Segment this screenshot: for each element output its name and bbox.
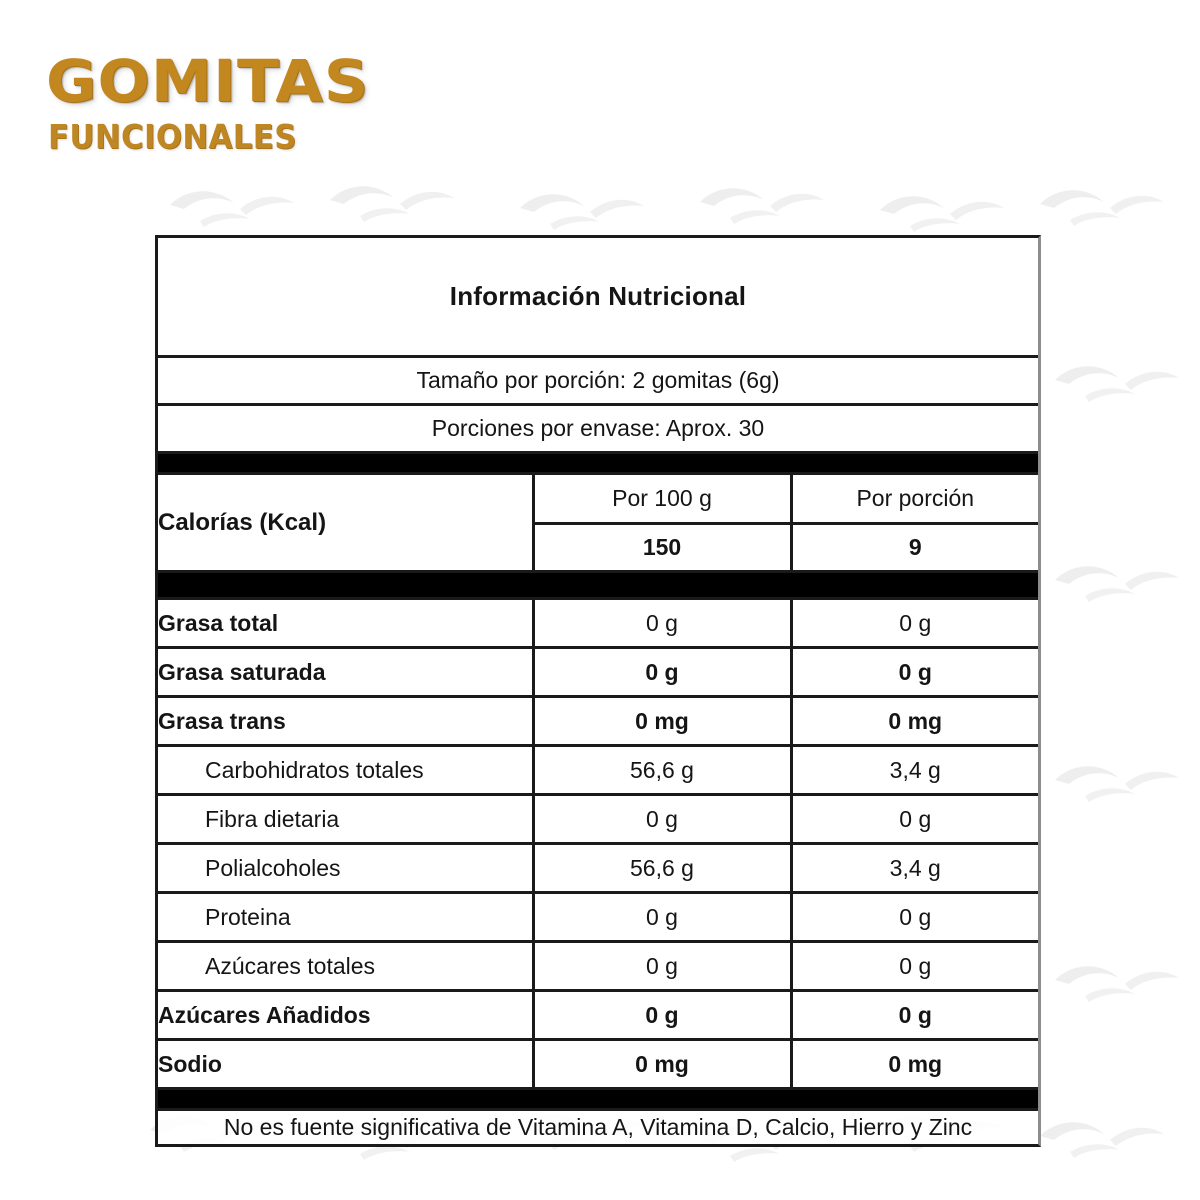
black-bar	[158, 1089, 1038, 1110]
nutrient-label: Azúcares Añadidos	[158, 991, 533, 1040]
separator-bar-top	[158, 453, 1038, 474]
calories-label: Calorías (Kcal)	[158, 474, 533, 572]
table-row	[158, 844, 1038, 893]
nutrient-value-per-serving: 0 mg	[791, 697, 1038, 746]
nutrition-facts-table	[158, 238, 1038, 1144]
column-header-per-100g: Por 100 g	[533, 474, 791, 524]
nutrient-value-per-serving: 0 g	[791, 648, 1038, 697]
table-row	[158, 795, 1038, 844]
nutrient-label: Polialcoholes	[158, 844, 533, 893]
nutrient-value-per-serving: 0 g	[791, 795, 1038, 844]
calories-per-serving: 9	[791, 524, 1038, 572]
table-row	[158, 648, 1038, 697]
nutrient-value-per-100g: 0 g	[533, 648, 791, 697]
brand-subtitle: FUNCIONALES	[48, 117, 297, 156]
nutrient-label: Proteina	[158, 893, 533, 942]
nutrient-label: Carbohidratos totales	[158, 746, 533, 795]
nutrient-label: Grasa trans	[158, 697, 533, 746]
table-row	[158, 746, 1038, 795]
brand-logo	[46, 47, 370, 156]
nutrient-label: Azúcares totales	[158, 942, 533, 991]
servings-per-container-text: Porciones por envase: Aprox. 30	[158, 405, 1038, 453]
column-header-per-serving: Por porción	[791, 474, 1038, 524]
table-row	[158, 991, 1038, 1040]
nutrient-value-per-serving: 3,4 g	[791, 746, 1038, 795]
nutrient-value-per-100g: 0 g	[533, 893, 791, 942]
nutrient-value-per-serving: 3,4 g	[791, 844, 1038, 893]
nutrient-value-per-100g: 0 g	[533, 991, 791, 1040]
table-row	[158, 697, 1038, 746]
nutrient-value-per-serving: 0 g	[791, 893, 1038, 942]
nutrient-value-per-100g: 0 mg	[533, 697, 791, 746]
nutrient-value-per-100g: 0 g	[533, 795, 791, 844]
servings-per-container-row	[158, 405, 1038, 453]
nutrient-value-per-100g: 56,6 g	[533, 844, 791, 893]
serving-size-row	[158, 357, 1038, 405]
calories-per-100g: 150	[533, 524, 791, 572]
table-row	[158, 942, 1038, 991]
nutrient-value-per-100g: 0 g	[533, 599, 791, 648]
nutrient-value-per-100g: 0 mg	[533, 1040, 791, 1089]
nutrient-value-per-serving: 0 g	[791, 991, 1038, 1040]
nutrient-label: Grasa total	[158, 599, 533, 648]
nutrient-value-per-100g: 0 g	[533, 942, 791, 991]
nutrient-value-per-serving: 0 g	[791, 599, 1038, 648]
column-header-row	[158, 474, 1038, 524]
nutrition-facts-panel	[155, 235, 1041, 1147]
table-row	[158, 599, 1038, 648]
separator-bar-mid	[158, 572, 1038, 599]
nutrient-value-per-100g: 56,6 g	[533, 746, 791, 795]
serving-size-text: Tamaño por porción: 2 gomitas (6g)	[158, 357, 1038, 405]
black-bar	[158, 453, 1038, 474]
footnote-text: No es fuente significativa de Vitamina A, Vitamina D, Calcio, Hierro y Zinc	[158, 1110, 1038, 1144]
panel-title-row	[158, 238, 1038, 357]
nutrient-label: Grasa saturada	[158, 648, 533, 697]
nutrient-label: Fibra dietaria	[158, 795, 533, 844]
black-bar	[158, 572, 1038, 599]
nutrient-value-per-serving: 0 g	[791, 942, 1038, 991]
nutrient-value-per-serving: 0 mg	[791, 1040, 1038, 1089]
table-row	[158, 893, 1038, 942]
table-row	[158, 1040, 1038, 1089]
footnote-row	[158, 1110, 1038, 1144]
brand-title: GOMITAS	[46, 47, 370, 115]
panel-title: Información Nutricional	[449, 281, 747, 311]
nutrient-label: Sodio	[158, 1040, 533, 1089]
separator-bar-bottom	[158, 1089, 1038, 1110]
